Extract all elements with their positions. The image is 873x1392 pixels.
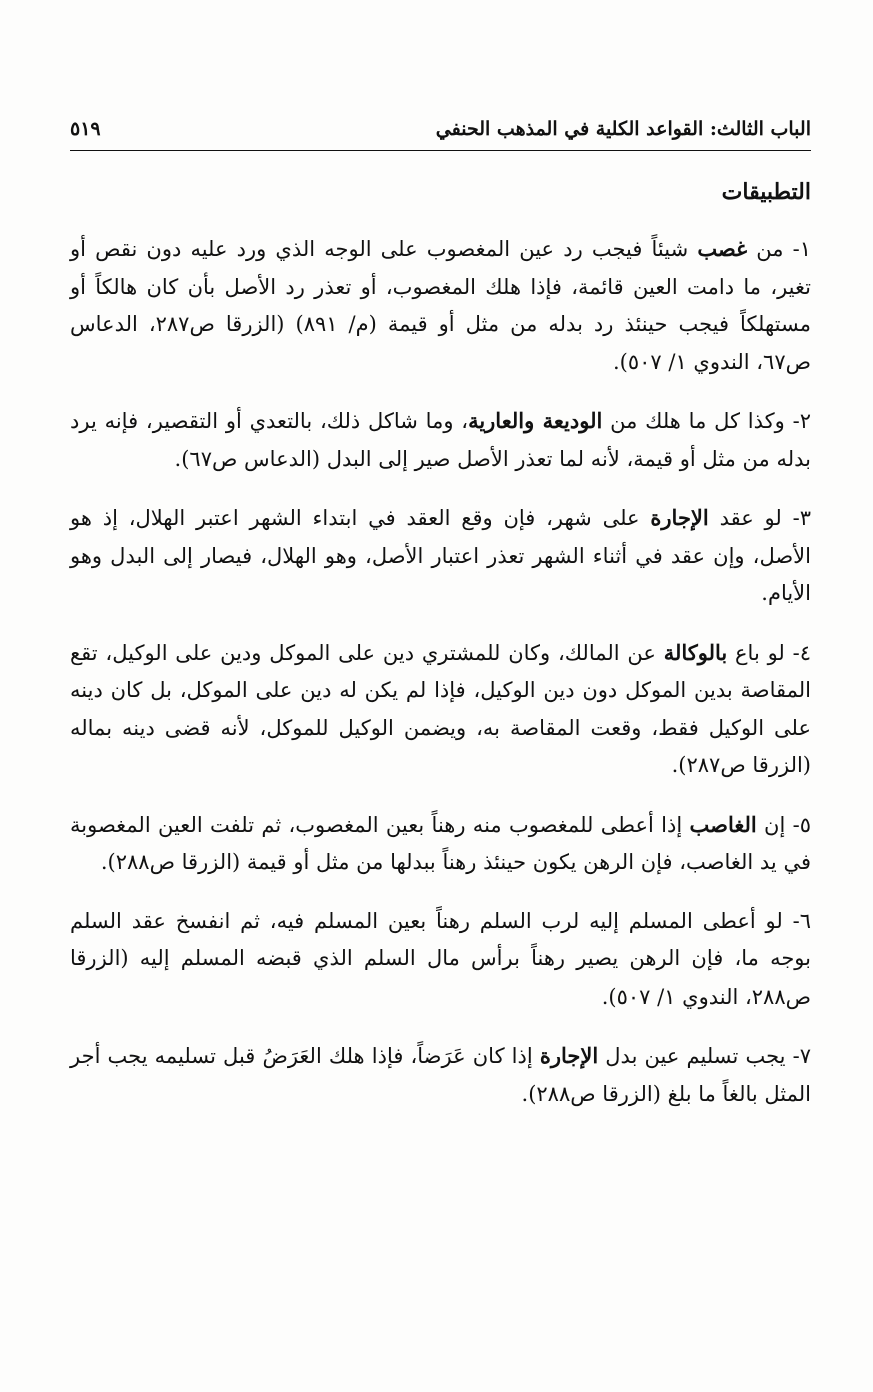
item-text: شيئاً فيجب رد عين المغصوب على الوجه الذي ورد عليه دون نقص أو تغير، ما دامت العين قائمة، فإذا هلك المغصوب، أو تعذر رد الأصل بأن كان هالكاً أو مستهلكاً فيجب حينئذ رد بدله من مثل أو قيمة (م/ ٨٩١) (الزرقا ص٢٨٧، الدعاس ص٦٧، الندوي ١/ ٥٠٧).	[70, 237, 811, 374]
item-keyword: غصب	[697, 236, 748, 261]
item-text: ٣- لو عقد	[708, 506, 812, 530]
header-title: الباب الثالث: القواعد الكلية في المذهب الحنفي	[435, 118, 811, 140]
item-text: على شهر، فإن وقع العقد في ابتداء الشهر اعتبر الهلال، إذ هو الأصل، وإن عقد في أثناء الشهر تعذر اعتبار الأصل، وهو الهلال، فيصار إلى البدل وهو الأيام.	[70, 506, 811, 605]
item-text: ٦- لو أعطى المسلم إليه لرب السلم رهناً بعين المسلم فيه، ثم انفسخ عقد السلم بوجه ما، فإن الرهن يصير رهناً برأس مال السلم الذي قبضه المسلم إليه (الزرقا ص٢٨٨، الندوي ١/ ٥٠٧).	[70, 908, 811, 1009]
application-item-1	[70, 230, 811, 381]
header-divider	[70, 150, 811, 151]
item-text: ٧- يجب تسليم عين بدل	[598, 1044, 811, 1068]
item-text: ١- من	[747, 237, 811, 261]
application-item-6	[70, 903, 811, 1017]
item-text: إذا أعطى للمغصوب منه رهناً بعين المغصوب، ثم تلفت العين المغصوبة في يد الغاصب، فإن الرهن يكون حينئذ رهناً ببدلها من مثل أو قيمة (الزرقا ص٢٨٨).	[70, 812, 811, 874]
item-text: ، وما شاكل ذلك، بالتعدي أو التقصير، فإنه يرد بدله من مثل أو قيمة، لأنه لما تعذر الأصل صير إلى البدل (الدعاس ص٦٧).	[70, 409, 811, 471]
application-item-2	[70, 402, 811, 478]
item-keyword: الإجارة	[539, 1043, 599, 1068]
application-item-5	[70, 806, 811, 882]
item-text: عن المالك، وكان للمشتري دين على الموكل ودين على الوكيل، تقع المقاصة بدين الموكل دون دين الوكيل، فإذا لم يكن له دين على الموكل، بل كان دينه على الوكيل فقط، وقعت المقاصة به، ويضمن الوكيل للموكل، لأنه قضى دينه بماله (الزرقا ص٢٨٧).	[70, 640, 811, 777]
running-header	[70, 112, 811, 146]
item-keyword: الوديعة والعارية	[468, 408, 603, 433]
page-number: ٥١٩	[70, 118, 101, 140]
item-keyword: الغاصب	[689, 811, 757, 837]
item-keyword: بالوكالة	[663, 639, 728, 665]
item-text: ٢- وكذا كل ما هلك من	[602, 409, 811, 433]
item-text: ٤- لو باع	[727, 640, 811, 665]
application-item-7	[70, 1037, 811, 1113]
section-heading: التطبيقات	[721, 179, 811, 205]
item-keyword: الإجارة	[650, 505, 709, 530]
item-text: إذا كان عَرَضاً، فإذا هلك العَرَضُ قبل تسليمه يجب أجر المثل بالغاً ما بلغ (الزرقا ص٢٨٨).	[70, 1044, 811, 1106]
application-item-4	[70, 634, 811, 785]
page-body	[70, 170, 811, 1134]
item-text: ٥- إن	[756, 812, 812, 837]
application-item-3	[70, 499, 811, 613]
